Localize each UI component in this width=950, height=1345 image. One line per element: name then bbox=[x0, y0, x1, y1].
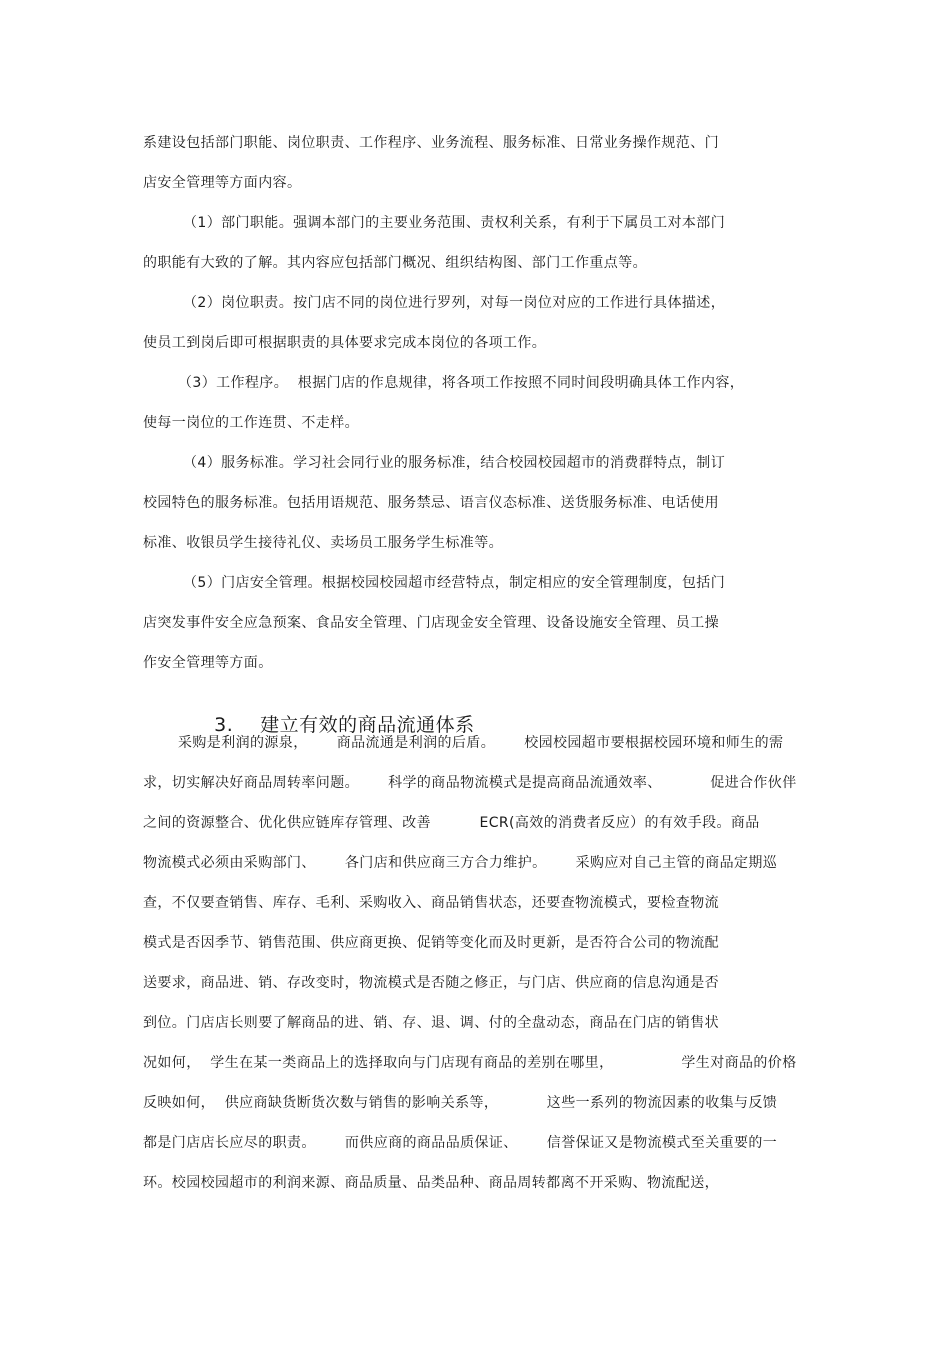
intro-line-2: 店安全管理等方面内容。 bbox=[143, 175, 302, 191]
paragraph-line-2: 求，切实解决好商品周转率问题。 科学的商品物流模式是提高商品流通效率、 促进合作伙伴 bbox=[143, 775, 797, 791]
item-2-line-1: （2）岗位职责。按门店不同的岗位进行罗列，对每一岗位对应的工作进行具体描述， bbox=[183, 295, 726, 311]
item-2-line-2: 使员工到岗后即可根据职责的具体要求完成本岗位的各项工作。 bbox=[143, 335, 547, 351]
section-3-number: 3. bbox=[214, 714, 234, 736]
item-1-line-2: 的职能有大致的了解。其内容应包括部门概况、组织结构图、部门工作重点等。 bbox=[143, 255, 647, 271]
item-5-line-1: （5）门店安全管理。根据校园校园超市经营特点，制定相应的安全管理制度，包括门 bbox=[183, 575, 726, 591]
item-1-line-1: （1）部门职能。强调本部门的主要业务范围、责权利关系，有利于下属员工对本部门 bbox=[183, 215, 726, 231]
paragraph-line-9: 况如何， 学生在某一类商品上的选择取向与门店现有商品的差别在哪里， 学生对商品的价格 bbox=[143, 1055, 797, 1071]
paragraph-line-12: 环。校园校园超市的利润来源、商品质量、品类品种、商品周转都离不开采购、物流配送， bbox=[143, 1175, 719, 1191]
item-3-line-2: 使每一岗位的工作连贯、不走样。 bbox=[143, 415, 359, 431]
paragraph-line-11: 都是门店店长应尽的职责。 而供应商的商品品质保证、 信誉保证又是物流模式至关重要的一 bbox=[143, 1135, 778, 1151]
paragraph-line-5: 查，不仅要查销售、库存、毛利、采购收入、商品销售状态，还要查物流模式，要检查物流 bbox=[143, 895, 719, 911]
item-4-line-2: 校园特色的服务标准。包括用语规范、服务禁忌、语言仪态标准、送货服务标准、电话使用 bbox=[143, 495, 719, 511]
paragraph-line-3: 之间的资源整合、优化供应链库存管理、改善 ECR(高效的消费者反应）的有效手段。商品 bbox=[143, 815, 760, 831]
item-4-line-3: 标准、收银员学生接待礼仪、卖场员工服务学生标准等。 bbox=[143, 535, 503, 551]
section-3-title: 建立有效的商品流通体系 bbox=[260, 714, 475, 736]
paragraph-line-8: 到位。门店店长则要了解商品的进、销、存、退、调、付的全盘动态，商品在门店的销售状 bbox=[143, 1015, 719, 1031]
item-3-line-1: （3）工作程序。 根据门店的作息规律，将各项工作按照不同时间段明确具体工作内容， bbox=[178, 375, 745, 391]
paragraph-line-10: 反映如何， 供应商缺货断货次数与销售的影响关系等， 这些一系列的物流因素的收集与反馈 bbox=[143, 1095, 778, 1111]
item-5-line-2: 店突发事件安全应急预案、食品安全管理、门店现金安全管理、设备设施安全管理、员工操 bbox=[143, 615, 719, 631]
intro-line-1: 系建设包括部门职能、岗位职责、工作程序、业务流程、服务标准、日常业务操作规范、门 bbox=[143, 135, 719, 151]
paragraph-line-6: 模式是否因季节、销售范围、供应商更换、促销等变化而及时更新，是否符合公司的物流配 bbox=[143, 935, 719, 951]
paragraph-line-7: 送要求，商品进、销、存改变时，物流模式是否随之修正，与门店、供应商的信息沟通是否 bbox=[143, 975, 719, 991]
paragraph-line-4: 物流模式必须由采购部门、 各门店和供应商三方合力维护。 采购应对自己主管的商品定期巡 bbox=[143, 855, 778, 871]
paragraph-line-1: 采购是利润的源泉， 商品流通是利润的后盾。 校园校园超市要根据校园环境和师生的需 bbox=[178, 735, 784, 751]
item-5-line-3: 作安全管理等方面。 bbox=[143, 655, 273, 671]
item-4-line-1: （4）服务标准。学习社会同行业的服务标准，结合校园校园超市的消费群特点，制订 bbox=[183, 455, 726, 471]
